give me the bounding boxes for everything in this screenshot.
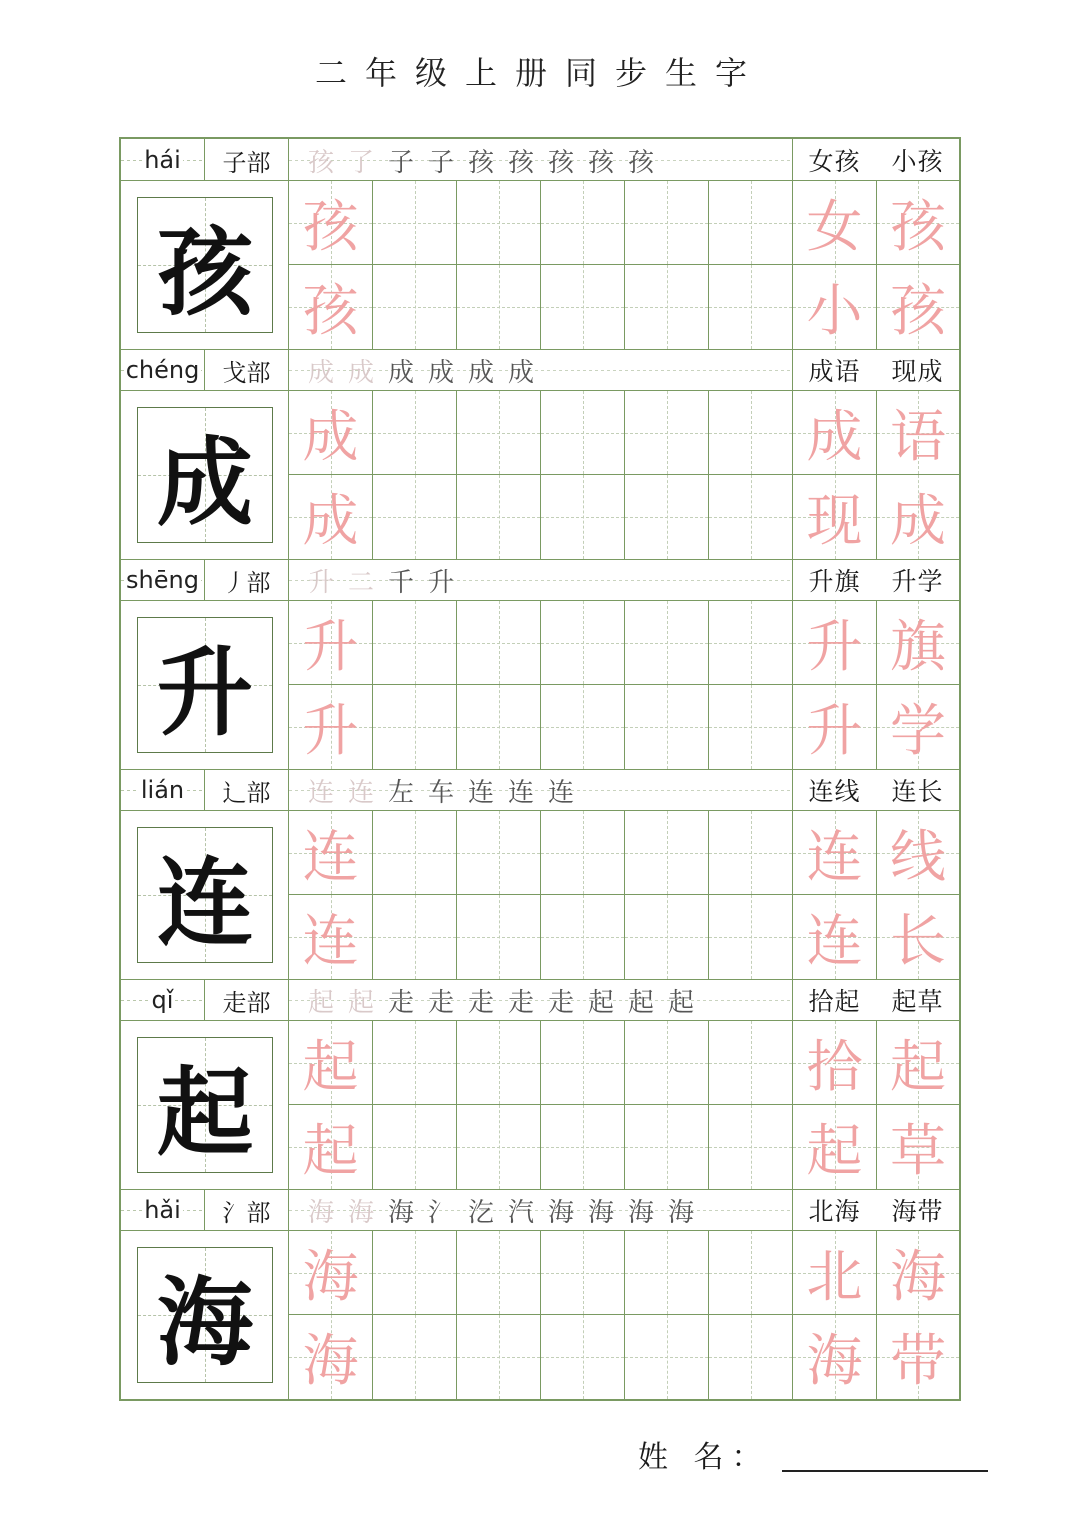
write-cell[interactable] [625, 685, 709, 769]
example-word: 女孩 [808, 147, 861, 176]
write-cell[interactable] [541, 811, 625, 895]
trace-cell [289, 1105, 373, 1189]
trace-cell [793, 685, 877, 769]
trace-char: 起 [890, 1034, 946, 1100]
write-cell[interactable] [625, 181, 709, 265]
trace-char: 连 [806, 909, 863, 974]
write-cell[interactable] [373, 475, 457, 559]
trace-char: 孩 [890, 279, 946, 344]
write-cell[interactable] [541, 601, 625, 685]
example-word: 升旗 [808, 567, 861, 596]
char-block [121, 1189, 959, 1399]
stroke-step: 车 [427, 777, 454, 808]
pinyin-text: hái [144, 146, 181, 174]
write-cell[interactable] [709, 1231, 793, 1315]
write-cell[interactable] [625, 475, 709, 559]
example-words-cell [793, 139, 959, 181]
trace-cell [877, 1231, 959, 1315]
trace-char: 成 [302, 489, 359, 554]
trace-cell [877, 1315, 959, 1399]
write-cell[interactable] [541, 265, 625, 349]
stroke-step: 起 [627, 987, 654, 1018]
write-cell[interactable] [373, 181, 457, 265]
write-cell[interactable] [709, 1105, 793, 1189]
example-words-cell [793, 559, 959, 601]
stroke-step: 海 [347, 1197, 374, 1228]
model-char: 升 [157, 635, 253, 749]
write-cell[interactable] [457, 1231, 541, 1315]
write-cell[interactable] [709, 265, 793, 349]
write-cell[interactable] [373, 811, 457, 895]
stroke-step: 成 [507, 357, 534, 388]
trace-char: 草 [890, 1119, 946, 1184]
write-cell[interactable] [541, 181, 625, 265]
stroke-step: 孩 [547, 147, 574, 178]
trace-char: 起 [302, 1119, 359, 1184]
stroke-order-cell [289, 139, 793, 181]
pinyin-cell [121, 769, 205, 811]
write-cell[interactable] [625, 1021, 709, 1105]
trace-cell [793, 811, 877, 895]
write-cell[interactable] [457, 391, 541, 475]
stroke-step: 海 [667, 1197, 694, 1228]
trace-cell [877, 895, 959, 979]
pinyin-text: hǎi [144, 1196, 181, 1224]
trace-cell [793, 1231, 877, 1315]
write-cell[interactable] [373, 601, 457, 685]
write-cell[interactable] [709, 391, 793, 475]
example-word: 升学 [891, 567, 944, 596]
trace-char: 连 [806, 824, 863, 890]
char-header-row [121, 769, 959, 811]
example-words-cell [793, 349, 959, 391]
stroke-step: 孩 [627, 147, 654, 178]
radical-cell: 走部 [205, 979, 289, 1021]
trace-cell [877, 685, 959, 769]
trace-cell [289, 391, 373, 475]
trace-char: 成 [806, 404, 863, 470]
tianzi-grid-frame [137, 407, 273, 543]
pinyin-cell [121, 349, 205, 391]
pinyin-cell [121, 139, 205, 181]
trace-cell [289, 1231, 373, 1315]
radical-cell: 子部 [205, 139, 289, 181]
trace-char: 北 [806, 1244, 863, 1310]
write-cell[interactable] [709, 601, 793, 685]
stroke-step: 海 [547, 1197, 574, 1228]
write-cell[interactable] [709, 181, 793, 265]
block-divider [121, 979, 959, 980]
write-cell[interactable] [373, 265, 457, 349]
model-char: 孩 [157, 215, 253, 329]
stroke-step: 成 [347, 357, 374, 388]
char-block [121, 559, 959, 769]
trace-char: 海 [806, 1329, 863, 1394]
block-divider [121, 1189, 959, 1190]
write-cell[interactable] [625, 811, 709, 895]
tianzi-grid-frame [137, 1037, 273, 1173]
example-words-cell [793, 769, 959, 811]
trace-cell [793, 181, 877, 265]
trace-char: 孩 [302, 279, 359, 344]
write-cell[interactable] [709, 685, 793, 769]
write-cell[interactable] [625, 265, 709, 349]
stroke-step: 左 [387, 777, 414, 808]
tianzi-grid-frame [137, 1247, 273, 1383]
write-cell[interactable] [625, 601, 709, 685]
stroke-step: 连 [347, 777, 374, 808]
name-blank-line[interactable] [782, 1466, 988, 1472]
write-cell[interactable] [625, 1315, 709, 1399]
pinyin-cell [121, 1189, 205, 1231]
trace-char: 语 [890, 404, 946, 470]
block-divider [121, 769, 959, 770]
radical-cell: 戈部 [205, 349, 289, 391]
trace-cell [793, 1021, 877, 1105]
stroke-step: 走 [387, 987, 414, 1018]
trace-char: 学 [890, 699, 946, 764]
example-words-cell [793, 979, 959, 1021]
example-word: 起草 [891, 987, 944, 1016]
stroke-order-cell [289, 349, 793, 391]
write-cell[interactable] [457, 181, 541, 265]
write-cell[interactable] [709, 895, 793, 979]
example-word: 现成 [891, 357, 944, 386]
trace-cell [289, 685, 373, 769]
stroke-step: 千 [387, 567, 414, 598]
char-block [121, 769, 959, 979]
stroke-step: 氵 [427, 1197, 454, 1228]
example-word: 拾起 [808, 987, 861, 1016]
stroke-step: 走 [467, 987, 494, 1018]
write-cell[interactable] [373, 1315, 457, 1399]
stroke-step: 海 [387, 1197, 414, 1228]
char-header-row [121, 559, 959, 601]
practice-grid [289, 811, 959, 979]
char-header-row [121, 349, 959, 391]
trace-char: 连 [302, 909, 359, 974]
trace-char: 带 [890, 1329, 946, 1394]
write-cell[interactable] [625, 895, 709, 979]
trace-char: 成 [302, 404, 359, 470]
stroke-order-cell [289, 1189, 793, 1231]
model-char-box [121, 811, 289, 979]
trace-cell [793, 475, 877, 559]
stroke-step: 起 [307, 987, 334, 1018]
stroke-step: 连 [467, 777, 494, 808]
practice-grid [289, 181, 959, 349]
page-title: 二年级上册同步生字 [314, 54, 765, 92]
write-cell[interactable] [541, 1315, 625, 1399]
write-cell[interactable] [625, 1105, 709, 1189]
trace-cell [793, 391, 877, 475]
example-word: 北海 [808, 1197, 861, 1226]
stroke-order-cell [289, 769, 793, 811]
trace-char: 起 [302, 1034, 359, 1100]
char-block [121, 139, 959, 349]
practice-grid [289, 391, 959, 559]
trace-cell [877, 391, 959, 475]
stroke-step: 孩 [467, 147, 494, 178]
model-char: 起 [157, 1055, 253, 1169]
trace-cell [877, 601, 959, 685]
trace-char: 升 [806, 614, 863, 680]
trace-cell [289, 265, 373, 349]
stroke-step: 成 [387, 357, 414, 388]
stroke-step: 连 [507, 777, 534, 808]
trace-cell [289, 895, 373, 979]
trace-char: 孩 [302, 194, 359, 260]
stroke-step: 子 [387, 147, 414, 178]
trace-char: 连 [302, 824, 359, 890]
write-cell[interactable] [457, 685, 541, 769]
write-cell[interactable] [625, 1231, 709, 1315]
write-cell[interactable] [541, 895, 625, 979]
trace-cell [877, 181, 959, 265]
model-char-box [121, 391, 289, 559]
write-cell[interactable] [373, 1021, 457, 1105]
trace-cell [289, 181, 373, 265]
trace-cell [289, 1315, 373, 1399]
example-word: 连线 [808, 777, 861, 806]
stroke-step: 孩 [587, 147, 614, 178]
trace-cell [877, 265, 959, 349]
pinyin-text: shēng [126, 566, 199, 594]
block-divider [121, 559, 959, 560]
stroke-step: 走 [507, 987, 534, 1018]
example-word: 成语 [808, 357, 861, 386]
write-cell[interactable] [457, 1021, 541, 1105]
trace-char: 海 [302, 1244, 359, 1310]
pinyin-text: chéng [125, 356, 200, 384]
write-cell[interactable] [457, 601, 541, 685]
practice-grid [289, 1021, 959, 1189]
stroke-step: 海 [587, 1197, 614, 1228]
name-label: 姓 名： [638, 1440, 770, 1475]
write-cell[interactable] [373, 1105, 457, 1189]
example-word: 连长 [891, 777, 944, 806]
write-cell[interactable] [709, 811, 793, 895]
trace-char: 小 [806, 279, 863, 344]
stroke-step: 起 [587, 987, 614, 1018]
char-header-row [121, 139, 959, 181]
trace-char: 线 [890, 824, 946, 890]
trace-char: 拾 [806, 1034, 863, 1100]
trace-cell [877, 811, 959, 895]
trace-char: 孩 [890, 194, 946, 260]
practice-sheet [119, 137, 961, 1401]
trace-cell [289, 1021, 373, 1105]
stroke-step: 连 [547, 777, 574, 808]
model-char: 成 [157, 425, 253, 539]
stroke-step: 孩 [507, 147, 534, 178]
trace-char: 女 [806, 194, 863, 260]
stroke-step: 起 [667, 987, 694, 1018]
pinyin-text: qǐ [151, 986, 174, 1014]
write-cell[interactable] [373, 1231, 457, 1315]
stroke-step: 子 [427, 147, 454, 178]
trace-char: 升 [302, 614, 359, 680]
char-header-row [121, 1189, 959, 1231]
trace-char: 现 [806, 489, 863, 554]
trace-cell [793, 1315, 877, 1399]
stroke-step: 起 [347, 987, 374, 1018]
stroke-step: 孩 [307, 147, 334, 178]
write-cell[interactable] [541, 1021, 625, 1105]
example-word: 小孩 [891, 147, 944, 176]
stroke-step: 成 [467, 357, 494, 388]
tianzi-grid-frame [137, 617, 273, 753]
example-word: 海带 [891, 1197, 944, 1226]
stroke-step: 二 [347, 567, 374, 598]
stroke-step: 成 [307, 357, 334, 388]
write-cell[interactable] [373, 685, 457, 769]
practice-grid [289, 601, 959, 769]
write-cell[interactable] [457, 475, 541, 559]
trace-cell [793, 895, 877, 979]
write-cell[interactable] [541, 685, 625, 769]
char-block [121, 979, 959, 1189]
trace-cell [289, 475, 373, 559]
model-char-box [121, 1021, 289, 1189]
model-char-box [121, 601, 289, 769]
trace-char: 长 [890, 909, 946, 974]
stroke-step: 连 [307, 777, 334, 808]
radical-cell: 辶部 [205, 769, 289, 811]
pinyin-cell [121, 559, 205, 601]
pinyin-text: lián [140, 776, 185, 804]
stroke-step: 升 [427, 567, 454, 598]
write-cell[interactable] [457, 1105, 541, 1189]
model-char-box [121, 181, 289, 349]
write-cell[interactable] [625, 391, 709, 475]
trace-char: 旗 [890, 614, 946, 680]
trace-cell [877, 475, 959, 559]
name-field [638, 1432, 988, 1476]
char-block [121, 349, 959, 559]
write-cell[interactable] [541, 1105, 625, 1189]
write-cell[interactable] [541, 1231, 625, 1315]
radical-cell: 丿部 [205, 559, 289, 601]
trace-char: 升 [302, 699, 359, 764]
write-cell[interactable] [541, 391, 625, 475]
model-char-box [121, 1231, 289, 1399]
trace-char: 起 [806, 1119, 863, 1184]
stroke-step: 海 [627, 1197, 654, 1228]
trace-cell [289, 811, 373, 895]
write-cell[interactable] [457, 265, 541, 349]
stroke-step: 成 [427, 357, 454, 388]
stroke-step: 升 [307, 567, 334, 598]
block-divider [121, 349, 959, 350]
model-char: 海 [157, 1265, 253, 1379]
write-cell[interactable] [457, 811, 541, 895]
write-cell[interactable] [709, 1315, 793, 1399]
write-cell[interactable] [373, 895, 457, 979]
stroke-step: 汽 [507, 1197, 534, 1228]
stroke-step: 汔 [467, 1197, 494, 1228]
trace-char: 成 [890, 489, 946, 554]
trace-cell [877, 1105, 959, 1189]
tianzi-grid-frame [137, 827, 273, 963]
stroke-order-cell [289, 559, 793, 601]
trace-char: 海 [890, 1244, 946, 1310]
trace-cell [793, 265, 877, 349]
write-cell[interactable] [373, 391, 457, 475]
radical-cell: 氵部 [205, 1189, 289, 1231]
trace-cell [793, 601, 877, 685]
write-cell[interactable] [457, 895, 541, 979]
write-cell[interactable] [541, 475, 625, 559]
stroke-step: 走 [547, 987, 574, 1018]
trace-cell [877, 1021, 959, 1105]
stroke-step: 了 [347, 147, 374, 178]
trace-char: 海 [302, 1329, 359, 1394]
char-header-row [121, 979, 959, 1021]
trace-cell [289, 601, 373, 685]
stroke-step: 走 [427, 987, 454, 1018]
stroke-step: 海 [307, 1197, 334, 1228]
trace-char: 升 [806, 699, 863, 764]
pinyin-cell [121, 979, 205, 1021]
model-char: 连 [157, 845, 253, 959]
write-cell[interactable] [457, 1315, 541, 1399]
tianzi-grid-frame [137, 197, 273, 333]
example-words-cell [793, 1189, 959, 1231]
write-cell[interactable] [709, 1021, 793, 1105]
stroke-order-cell [289, 979, 793, 1021]
practice-grid [289, 1231, 959, 1399]
trace-cell [793, 1105, 877, 1189]
write-cell[interactable] [709, 475, 793, 559]
